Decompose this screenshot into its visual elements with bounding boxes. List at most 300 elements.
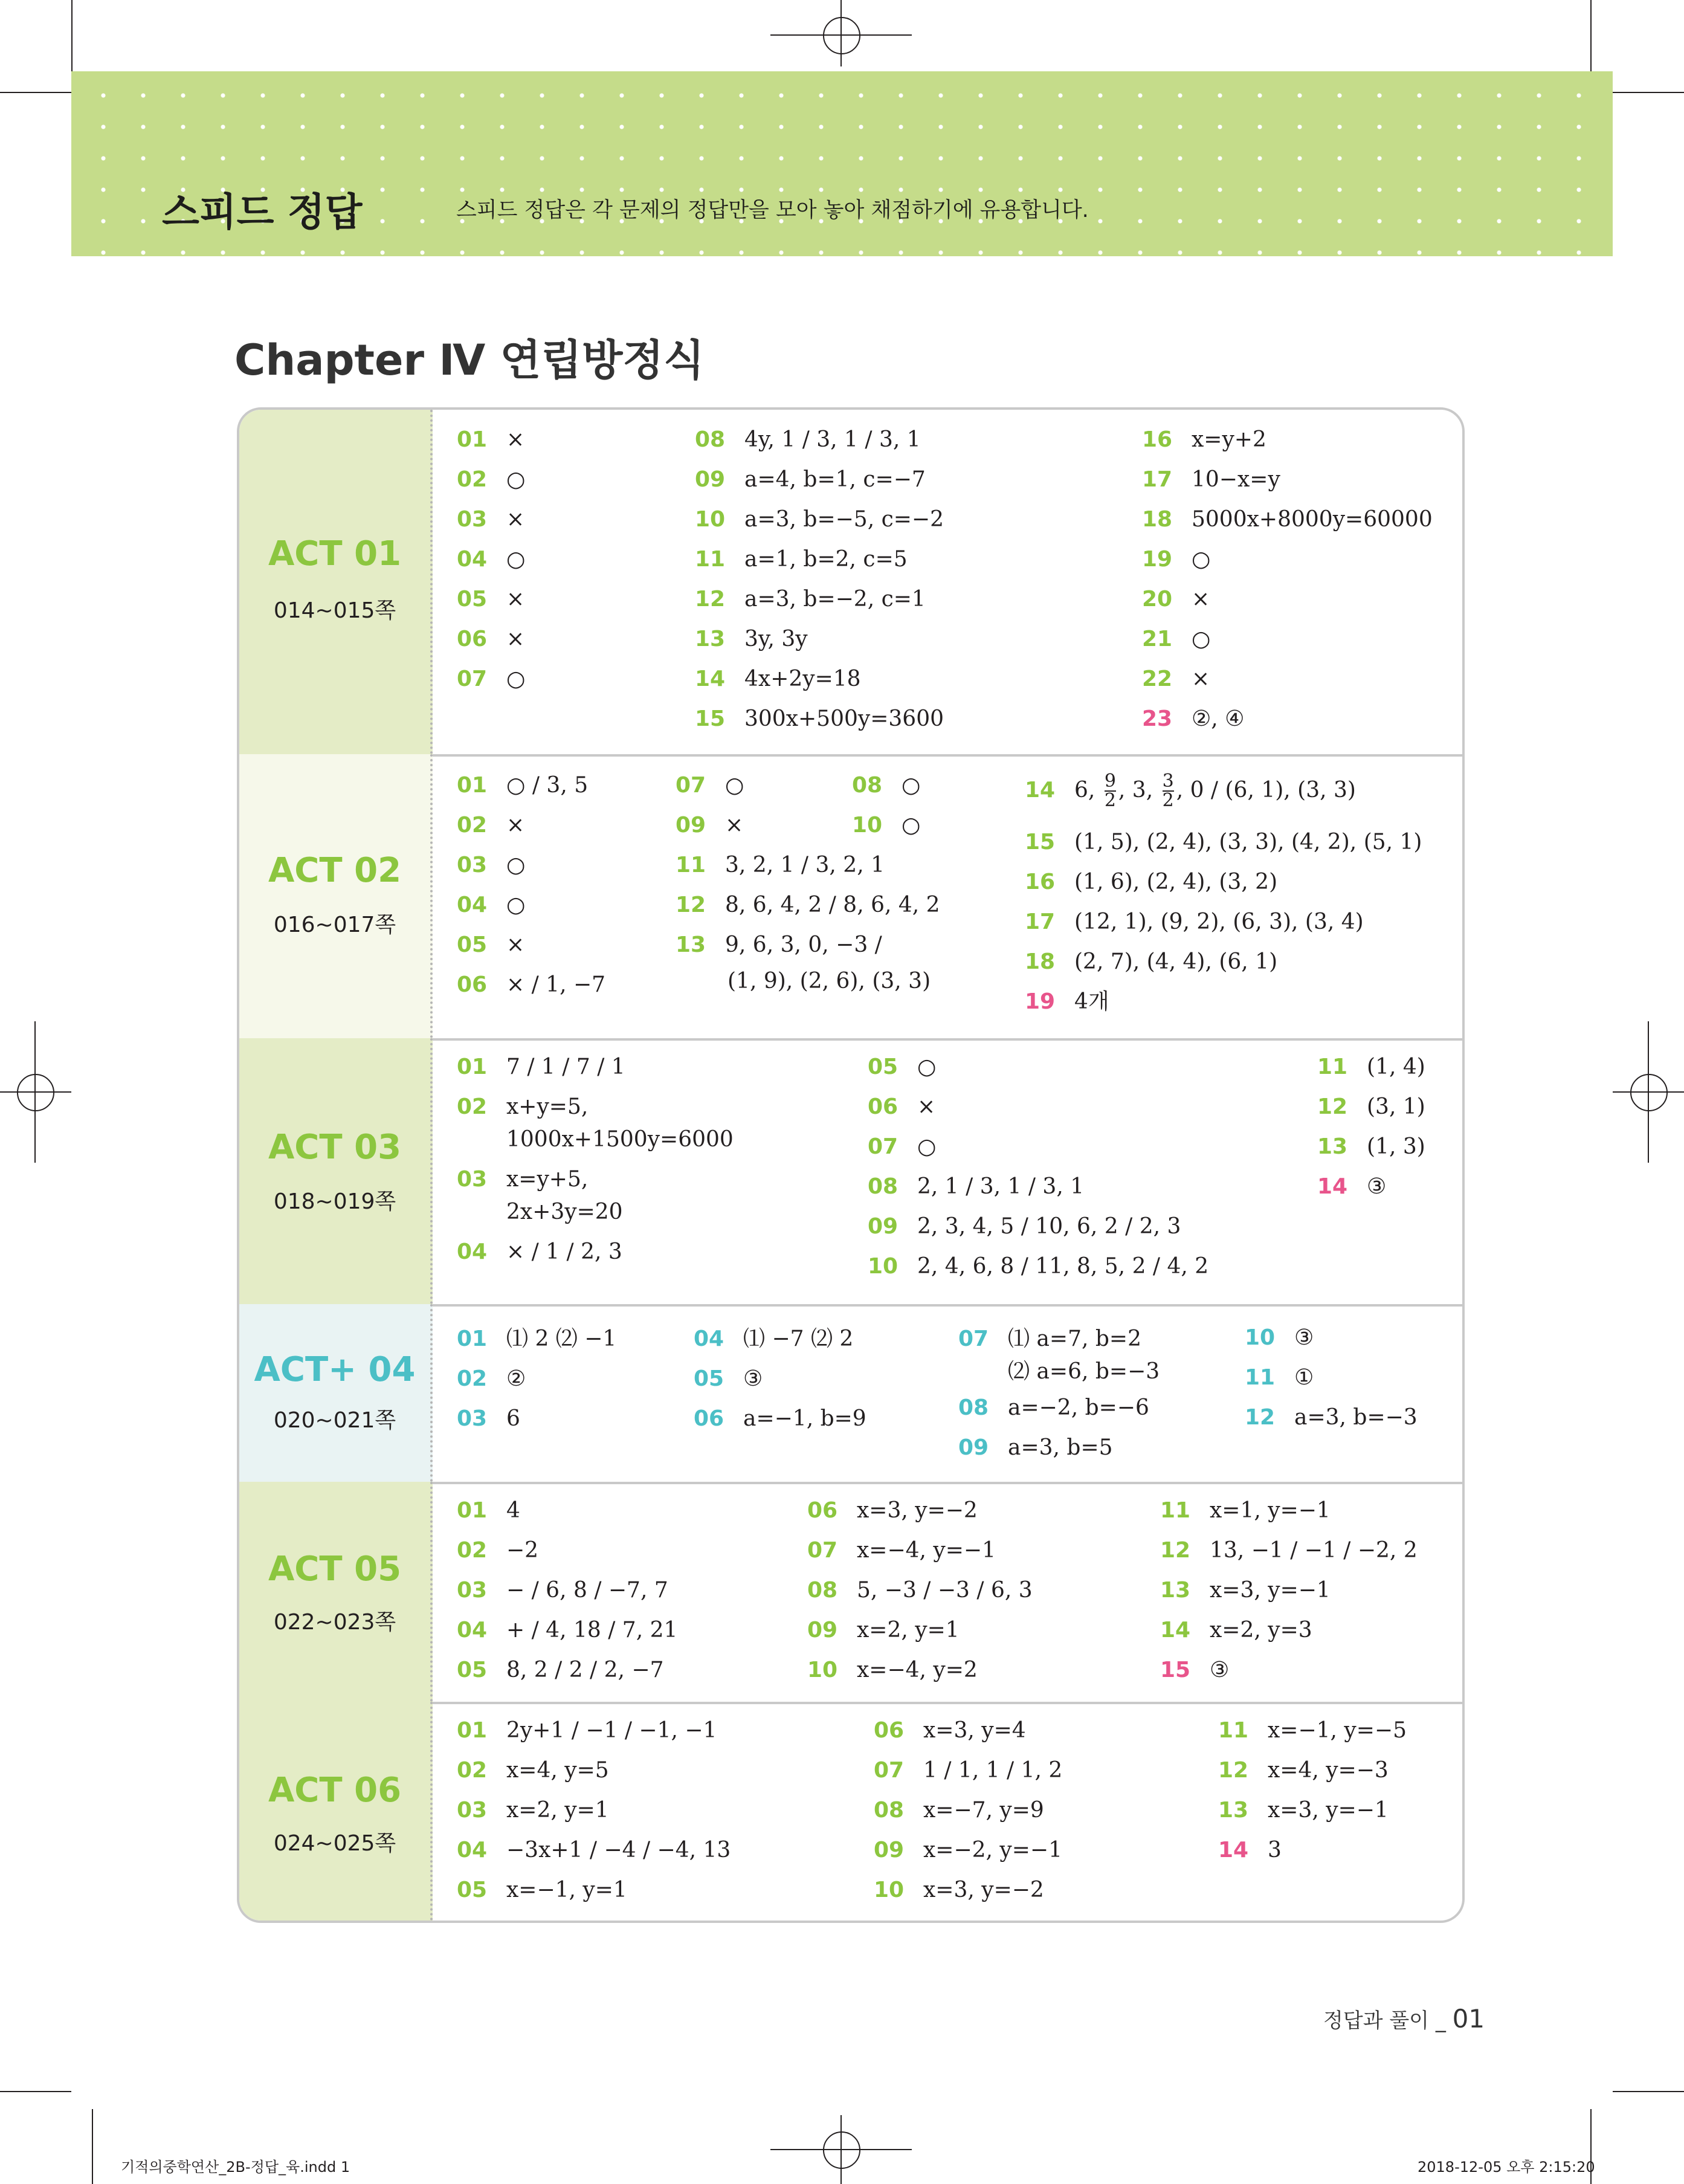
- answer-item: [1245, 1365, 1314, 1391]
- question-number: 02: [457, 1538, 488, 1563]
- question-number: 03: [457, 507, 488, 532]
- question-number: 06: [457, 627, 488, 651]
- answer-value: ○ / 3, 5: [506, 773, 589, 798]
- answer-item: [695, 427, 921, 453]
- answer-item: [868, 1213, 1181, 1240]
- answer-item: [1218, 1757, 1389, 1784]
- question-number: 02: [457, 813, 488, 838]
- answer-value: 13, −1 / −1 / −2, 2: [1210, 1538, 1418, 1563]
- crop-mark: [1590, 0, 1592, 71]
- answer-value: (12, 1), (9, 2), (6, 3), (3, 4): [1074, 909, 1364, 934]
- answer-item: [694, 1366, 763, 1392]
- crop-mark: [92, 2109, 93, 2184]
- answer-value: 3y, 3y: [744, 627, 808, 651]
- answer-value: 4개: [1074, 989, 1109, 1014]
- answer-item: [1025, 989, 1109, 1015]
- answer-value: ○: [506, 467, 526, 492]
- answer-value: x=1, y=−1: [1210, 1498, 1331, 1523]
- answer-item: [457, 852, 525, 879]
- answer-item: [676, 932, 882, 958]
- answer-value: x=4, y=−3: [1268, 1758, 1389, 1783]
- answer-item: [457, 1797, 609, 1824]
- act-pages: 022~023쪽: [273, 1610, 396, 1635]
- section-label: [239, 1702, 433, 1921]
- answer-value: − / 6, 8 / −7, 7: [506, 1578, 668, 1603]
- answer-value: ×: [506, 507, 525, 532]
- answer-item: [695, 467, 926, 493]
- answer-item: [457, 1366, 526, 1392]
- answer-item: 04 × / 1 / 2, 3: [457, 1239, 622, 1264]
- question-number: 01: [457, 773, 488, 798]
- question-number: 06: [874, 1718, 905, 1743]
- answer-continuation: 1000x+1500y=6000: [506, 1127, 734, 1152]
- answer-value: 4x+2y=18: [744, 667, 861, 691]
- section-label: [239, 410, 433, 754]
- answer-item: [807, 1577, 1033, 1604]
- answer-item: [457, 1617, 677, 1644]
- question-number: 01: [457, 1498, 488, 1523]
- answer-value: ○: [506, 667, 526, 691]
- answer-item: [1142, 546, 1210, 573]
- answer-value: a=−1, b=9: [743, 1406, 866, 1431]
- question-number: 05: [457, 932, 488, 957]
- answer-item: [457, 666, 525, 693]
- answer-item: [1142, 506, 1433, 533]
- question-number: 05: [457, 1658, 488, 1682]
- answer-value: ○: [1192, 547, 1211, 572]
- question-number: 15: [1160, 1658, 1191, 1682]
- answer-value: ○: [902, 813, 921, 838]
- answer-value: x=−1, y=1: [506, 1878, 627, 1902]
- question-number: 16: [1025, 870, 1056, 894]
- answer-value: 8, 2 / 2 / 2, −7: [506, 1658, 664, 1682]
- question-number: 07: [457, 667, 488, 691]
- answer-item: [457, 427, 524, 453]
- question-number: 06: [694, 1406, 724, 1431]
- answer-item: [457, 1497, 520, 1524]
- answer-value: × / 1, −7: [506, 972, 606, 997]
- answer-item: [676, 812, 743, 839]
- answer-item: [1245, 1404, 1418, 1431]
- question-number: 10: [1245, 1325, 1276, 1350]
- crop-mark: [0, 92, 71, 93]
- question-number: 05: [868, 1055, 898, 1079]
- act-pages: 020~021쪽: [273, 1408, 396, 1433]
- answer-item: [1160, 1497, 1331, 1524]
- answer-item: [868, 1134, 936, 1160]
- answer-item: [874, 1877, 1044, 1904]
- answer-value: 3: [1268, 1838, 1282, 1863]
- question-number: 03: [457, 1406, 488, 1431]
- answer-value: (1, 6), (2, 4), (3, 2): [1074, 870, 1278, 894]
- answer-item: [676, 772, 744, 799]
- question-number: 09: [695, 467, 726, 492]
- answer-value: 9, 6, 3, 0, −3 /: [725, 932, 882, 957]
- answer-item: [1317, 1094, 1425, 1120]
- answer-item: 01 7 / 1 / 7 / 1: [457, 1055, 625, 1079]
- answer-value: x=y+2: [1192, 427, 1266, 452]
- question-number: 09: [868, 1214, 898, 1239]
- answer-value: x=3, y=−2: [857, 1498, 978, 1523]
- answer-item: [457, 972, 605, 998]
- question-number: 23: [1142, 706, 1173, 731]
- question-number: 03: [457, 1578, 488, 1603]
- answer-value: ②, ④: [1192, 706, 1245, 731]
- answer-value: (1, 3): [1367, 1134, 1425, 1159]
- answer-item: 03 x=y+5,: [457, 1167, 589, 1192]
- act-title: ACT 03: [268, 1128, 402, 1167]
- answer-item: [1160, 1617, 1312, 1644]
- act-title: ACT 02: [268, 851, 402, 890]
- question-number: 10: [852, 813, 883, 838]
- answer-item: 14 6, $\frac{9}{2}$ , 3, $\frac{3}{2}$ , 0 / (6, 1), (3, 3): [1025, 771, 1356, 811]
- question-number: 08: [852, 773, 883, 798]
- question-number: 10: [868, 1254, 898, 1279]
- answer-item: [457, 1877, 627, 1904]
- question-number: 04: [457, 547, 488, 572]
- question-number: 14: [1317, 1174, 1348, 1199]
- answer-value: a=3, b=−5, c=−2: [744, 507, 944, 532]
- section-act-01: [239, 410, 1462, 757]
- question-number: 21: [1142, 627, 1173, 651]
- answer-value: x=−4, y=2: [857, 1658, 978, 1682]
- question-number: 06: [807, 1498, 838, 1523]
- answer-item: [1317, 1174, 1386, 1200]
- file-slug: 기적의중학연산_2B-정답_육.indd 1: [121, 2159, 350, 2176]
- registration-mark: [823, 2131, 860, 2169]
- answer-value: 4y, 1 / 3, 1 / 3, 1: [744, 427, 921, 452]
- question-number: 17: [1025, 909, 1056, 934]
- answer-value: ③: [1367, 1174, 1387, 1199]
- answer-value: ○: [725, 773, 744, 798]
- answer-value: 5000x+8000y=60000: [1192, 507, 1433, 532]
- answer-value: x=3, y=−1: [1210, 1578, 1331, 1603]
- crop-mark: [0, 2091, 71, 2092]
- question-number: 16: [1142, 427, 1173, 452]
- question-number: 19: [1025, 989, 1056, 1014]
- answer-item: [457, 1326, 616, 1352]
- question-number: 13: [1317, 1134, 1348, 1159]
- answer-value: ×: [1192, 667, 1210, 691]
- answer-item: [457, 467, 525, 493]
- answer-value: a=4, b=1, c=−7: [744, 467, 926, 492]
- answer-item: [694, 1406, 866, 1432]
- answer-value: ③: [1210, 1658, 1230, 1682]
- question-number: 10: [807, 1658, 838, 1682]
- act-title: ACT 05: [268, 1549, 402, 1589]
- fraction: $\frac{9}{2}$: [1104, 771, 1116, 811]
- question-number: 14: [1218, 1838, 1249, 1863]
- answer-item: [457, 1657, 664, 1684]
- answer-item: [868, 1054, 936, 1081]
- answer-item: [676, 892, 940, 919]
- answer-item: 09 a=3, b=5: [958, 1435, 1113, 1460]
- answer-value: 2, 3, 4, 5 / 10, 6, 2 / 2, 3: [917, 1214, 1181, 1239]
- answer-item: [874, 1717, 1026, 1744]
- answer-item: 02 x+y=5,: [457, 1094, 589, 1119]
- answer-item: [1025, 829, 1422, 856]
- question-number: 14: [1160, 1618, 1191, 1643]
- answer-item: [695, 626, 808, 653]
- answer-value: ×: [1192, 587, 1210, 612]
- answer-item: [852, 772, 920, 799]
- question-number: 10: [695, 507, 726, 532]
- answer-value: ×: [506, 932, 525, 957]
- act-pages: 024~025쪽: [273, 1831, 396, 1856]
- answer-value: ⑴ −7 ⑵ 2: [743, 1326, 854, 1351]
- answer-item: [807, 1617, 960, 1644]
- answer-value: a=3, b=−3: [1294, 1405, 1418, 1430]
- question-number: 04: [694, 1326, 724, 1351]
- answer-value: 300x+500y=3600: [744, 706, 944, 731]
- section-label: [239, 1482, 433, 1702]
- registration-mark: [1630, 1074, 1668, 1111]
- answer-item: [457, 586, 524, 613]
- answer-item: [868, 1253, 1208, 1280]
- question-number: 08: [874, 1798, 905, 1823]
- answer-value: ○: [917, 1055, 937, 1079]
- answer-item: [874, 1797, 1044, 1824]
- answer-continuation: ⑵ a=6, b=−3: [1008, 1359, 1160, 1384]
- answer-item: [1317, 1134, 1425, 1160]
- answer-item: [1218, 1837, 1282, 1864]
- answer-value: 5, −3 / −3 / 6, 3: [857, 1578, 1033, 1603]
- question-number: 03: [457, 1798, 488, 1823]
- question-number: 20: [1142, 587, 1173, 612]
- answer-item: [1142, 586, 1210, 613]
- answer-continuation: (1, 9), (2, 6), (3, 3): [727, 969, 931, 993]
- section-act-03: [239, 1038, 1462, 1307]
- answer-item: [457, 892, 525, 919]
- question-number: 13: [1160, 1578, 1191, 1603]
- answer-item: [457, 1537, 538, 1564]
- registration-mark: [17, 1074, 54, 1111]
- answer-value: a=1, b=2, c=5: [744, 547, 908, 572]
- question-number: 01: [457, 1718, 488, 1743]
- question-number: 15: [1025, 830, 1056, 855]
- question-number: 18: [1025, 949, 1056, 974]
- answer-item: [1025, 949, 1277, 975]
- question-number: 12: [1160, 1538, 1191, 1563]
- question-number: 13: [695, 627, 726, 651]
- section-act-plus-04: [239, 1304, 1462, 1484]
- answer-value: x=3, y=−2: [923, 1878, 1044, 1902]
- act-pages: 016~017쪽: [273, 913, 396, 937]
- answer-item: [1160, 1657, 1229, 1684]
- answer-item: [1142, 467, 1280, 493]
- answer-item: [695, 666, 861, 693]
- question-number: 03: [457, 853, 488, 877]
- question-number: 08: [868, 1174, 898, 1199]
- answer-value: ○: [917, 1134, 937, 1159]
- section-label: [239, 1304, 433, 1482]
- answer-value: a=3, b=−2, c=1: [744, 587, 926, 612]
- answer-item: [1218, 1717, 1407, 1744]
- question-number: 11: [1317, 1055, 1348, 1079]
- answer-value: x=−7, y=9: [923, 1798, 1044, 1823]
- answer-value: x=−4, y=−1: [857, 1538, 996, 1563]
- answer-item: [676, 852, 885, 879]
- answer-item: [1142, 427, 1266, 453]
- answer-item: [874, 1757, 1062, 1784]
- answer-item: [695, 586, 926, 613]
- answer-item: [1218, 1797, 1389, 1824]
- act-pages: 014~015쪽: [273, 598, 396, 623]
- question-number: 13: [676, 932, 706, 957]
- answer-value: ⑴ 2 ⑵ −1: [506, 1326, 617, 1351]
- answer-value: −3x+1 / −4 / −4, 13: [506, 1838, 731, 1863]
- answer-value: x=2, y=1: [506, 1798, 609, 1823]
- answer-value: 10−x=y: [1192, 467, 1280, 492]
- answer-item: [457, 812, 524, 839]
- question-number: 11: [1218, 1718, 1249, 1743]
- answer-item: [1142, 666, 1210, 693]
- question-number: 05: [457, 587, 488, 612]
- answer-value: x=2, y=3: [1210, 1618, 1312, 1643]
- answer-value: −2: [506, 1538, 539, 1563]
- answer-item: [807, 1657, 978, 1684]
- question-number: 12: [676, 893, 706, 917]
- answer-item: 07 ⑴ a=7, b=2: [958, 1326, 1141, 1351]
- answer-value: ○: [506, 547, 526, 572]
- act-title: ACT 01: [268, 534, 402, 573]
- answer-continuation: 2x+3y=20: [506, 1200, 623, 1224]
- answer-item: [695, 506, 944, 533]
- answer-value: 4: [506, 1498, 520, 1523]
- answer-value: 6: [506, 1406, 520, 1431]
- answer-value: x=−1, y=−5: [1268, 1718, 1407, 1743]
- answer-item: [1142, 706, 1244, 732]
- question-number: 12: [695, 587, 726, 612]
- question-number: 04: [457, 1618, 488, 1643]
- question-number: 02: [457, 1758, 488, 1783]
- section-label: [239, 754, 433, 1038]
- answer-value: ③: [1294, 1325, 1314, 1350]
- answer-value: (2, 7), (4, 4), (6, 1): [1074, 949, 1278, 974]
- answer-item: [695, 546, 908, 573]
- answer-value: (1, 5), (2, 4), (3, 3), (4, 2), (5, 1): [1074, 830, 1422, 855]
- chapter-title: Chapter Ⅳ 연립방정식: [234, 335, 705, 385]
- answer-value: 2, 1 / 3, 1 / 3, 1: [917, 1174, 1085, 1199]
- question-number: 01: [457, 1326, 488, 1351]
- answer-value: 8, 6, 4, 2 / 8, 6, 4, 2: [725, 893, 940, 917]
- question-number: 11: [1160, 1498, 1191, 1523]
- answer-item: [1317, 1054, 1425, 1081]
- question-number: 08: [695, 427, 726, 452]
- question-number: 09: [676, 813, 706, 838]
- question-number: 08: [807, 1578, 838, 1603]
- question-number: 02: [457, 467, 488, 492]
- answer-value: (1, 4): [1367, 1055, 1425, 1079]
- answer-item: [852, 812, 920, 839]
- print-timestamp: 2018-12-05 오후 2:15:20: [1418, 2159, 1595, 2176]
- answer-value: ×: [725, 813, 744, 838]
- answer-value: x=2, y=1: [857, 1618, 960, 1643]
- answer-value: 2, 4, 6, 8 / 11, 8, 5, 2 / 4, 2: [917, 1254, 1209, 1279]
- question-number: 18: [1142, 507, 1173, 532]
- answer-item: [1160, 1537, 1418, 1564]
- section-act-06: [239, 1702, 1462, 1921]
- answer-value: x=3, y=4: [923, 1718, 1026, 1743]
- answer-table: [237, 407, 1465, 1923]
- answer-item: 08 a=−2, b=−6: [958, 1395, 1149, 1420]
- question-number: 07: [676, 773, 706, 798]
- answer-value: ①: [1294, 1365, 1314, 1390]
- answer-value: x=4, y=5: [506, 1758, 609, 1783]
- answer-value: ×: [506, 587, 525, 612]
- answer-item: [457, 772, 588, 799]
- answer-value: ×: [506, 427, 525, 452]
- question-number: 05: [457, 1878, 488, 1902]
- answer-item: [457, 626, 524, 653]
- question-number: 04: [457, 893, 488, 917]
- page-footer: 정답과 풀이 _ 01: [1323, 2004, 1485, 2034]
- answer-value: x=3, y=−1: [1268, 1798, 1389, 1823]
- question-number: 09: [807, 1618, 838, 1643]
- question-number: 09: [874, 1838, 905, 1863]
- answer-value: ○: [1192, 627, 1211, 651]
- question-number: 19: [1142, 547, 1173, 572]
- crop-mark: [71, 0, 73, 71]
- answer-value: ○: [902, 773, 921, 798]
- answer-value: 2y+1 / −1 / −1, −1: [506, 1718, 717, 1743]
- answer-item: [457, 546, 525, 573]
- answer-item: [457, 1757, 609, 1784]
- answer-value: 1 / 1, 1 / 1, 2: [923, 1758, 1063, 1783]
- act-title: ACT+ 04: [254, 1350, 416, 1389]
- question-number: 11: [1245, 1365, 1276, 1390]
- answer-value: x=−2, y=−1: [923, 1838, 1062, 1863]
- page-description: 스피드 정답은 각 문제의 정답만을 모아 놓아 채점하기에 유용합니다.: [456, 198, 1089, 222]
- answer-value: (3, 1): [1367, 1094, 1425, 1119]
- act-pages: 018~019쪽: [273, 1189, 396, 1214]
- fraction: $\frac{3}{2}$: [1162, 771, 1174, 811]
- question-number: 11: [676, 853, 706, 877]
- answer-value: ×: [506, 813, 525, 838]
- answer-value: ②: [506, 1366, 526, 1391]
- question-number: 06: [457, 972, 488, 997]
- answer-item: [457, 1406, 520, 1432]
- answer-value: ③: [743, 1366, 763, 1391]
- answer-value: 3, 2, 1 / 3, 2, 1: [725, 853, 885, 877]
- registration-mark: [823, 17, 860, 54]
- act-title: ACT 06: [268, 1771, 402, 1810]
- answer-item: [1160, 1577, 1331, 1604]
- crop-mark: [1613, 92, 1684, 93]
- answer-item: [874, 1837, 1062, 1864]
- answer-item: [457, 506, 524, 533]
- page-number: 01: [1452, 2004, 1485, 2034]
- answer-item: [457, 1577, 668, 1604]
- answer-item: [868, 1174, 1084, 1200]
- question-number: 13: [1218, 1798, 1249, 1823]
- answer-item: [868, 1094, 935, 1120]
- answer-item: [695, 706, 944, 732]
- question-number: 22: [1142, 667, 1173, 691]
- answer-item: [1245, 1325, 1314, 1351]
- section-act-02: [239, 754, 1462, 1041]
- question-number: 12: [1245, 1405, 1276, 1430]
- answer-item: [1025, 869, 1277, 896]
- answer-value: ×: [917, 1094, 936, 1119]
- question-number: 05: [694, 1366, 724, 1391]
- crop-mark: [1613, 2091, 1684, 2092]
- answer-value: ×: [506, 627, 525, 651]
- answer-value: ○: [506, 853, 526, 877]
- answer-item: [457, 1837, 731, 1864]
- question-number: 07: [868, 1134, 898, 1159]
- answer-value: + / 4, 18 / 7, 21: [506, 1618, 678, 1643]
